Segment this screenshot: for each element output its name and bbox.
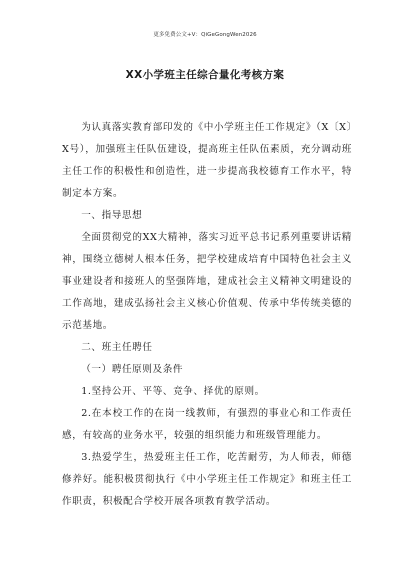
header-note: 更多免费公文+V：QiGeGongWen2026 xyxy=(153,32,257,38)
subsection-heading-principles: （一）聘任原则及条件 xyxy=(81,364,184,375)
list-item-2: 2.在本校工作的在岗一线教师，有强烈的事业心和工作责任感，有较高的业务水平，较强的组织能力和班级管理能力。 xyxy=(62,408,352,441)
section-heading-appointment: 二、班主任聘任 xyxy=(81,342,153,353)
document-body xyxy=(62,117,352,513)
list-item-1: 1.坚持公开、平等、竞争、择优的原则。 xyxy=(81,386,265,397)
list-item-3: 3.热爱学生，热爱班主任工作，吃苦耐劳，为人师表，师德修养好。能积极贯彻执行《中小学班主任工作规定》和班主任工作职责，积极配合学校开展各项教育教学活动。 xyxy=(62,452,352,507)
document-title: XX小学班主任综合量化考核方案 xyxy=(125,69,285,81)
section-heading-guiding-ideology: 一、指导思想 xyxy=(81,210,143,221)
guiding-ideology-paragraph: 全面贯彻党的XX大精神，落实习近平总书记系列重要讲话精神，围绕立德树人根本任务，把学校建成培育中国特色社会主义事业建设者和接班人的坚强阵地，建成社会主义精神文明建设的工作高地，建成弘扬社会主义核心价值观、传承中华传统美德的示范基地。 xyxy=(62,232,352,331)
intro-paragraph: 为认真落实教育部印发的《中小学班主任工作规定》（X〔X〕X号），加强班主任队伍建设，提高班主任队伍素质，充分调动班主任工作的积极性和创造性，进一步提高我校德育工作水平，特制定本方案。 xyxy=(62,122,352,199)
